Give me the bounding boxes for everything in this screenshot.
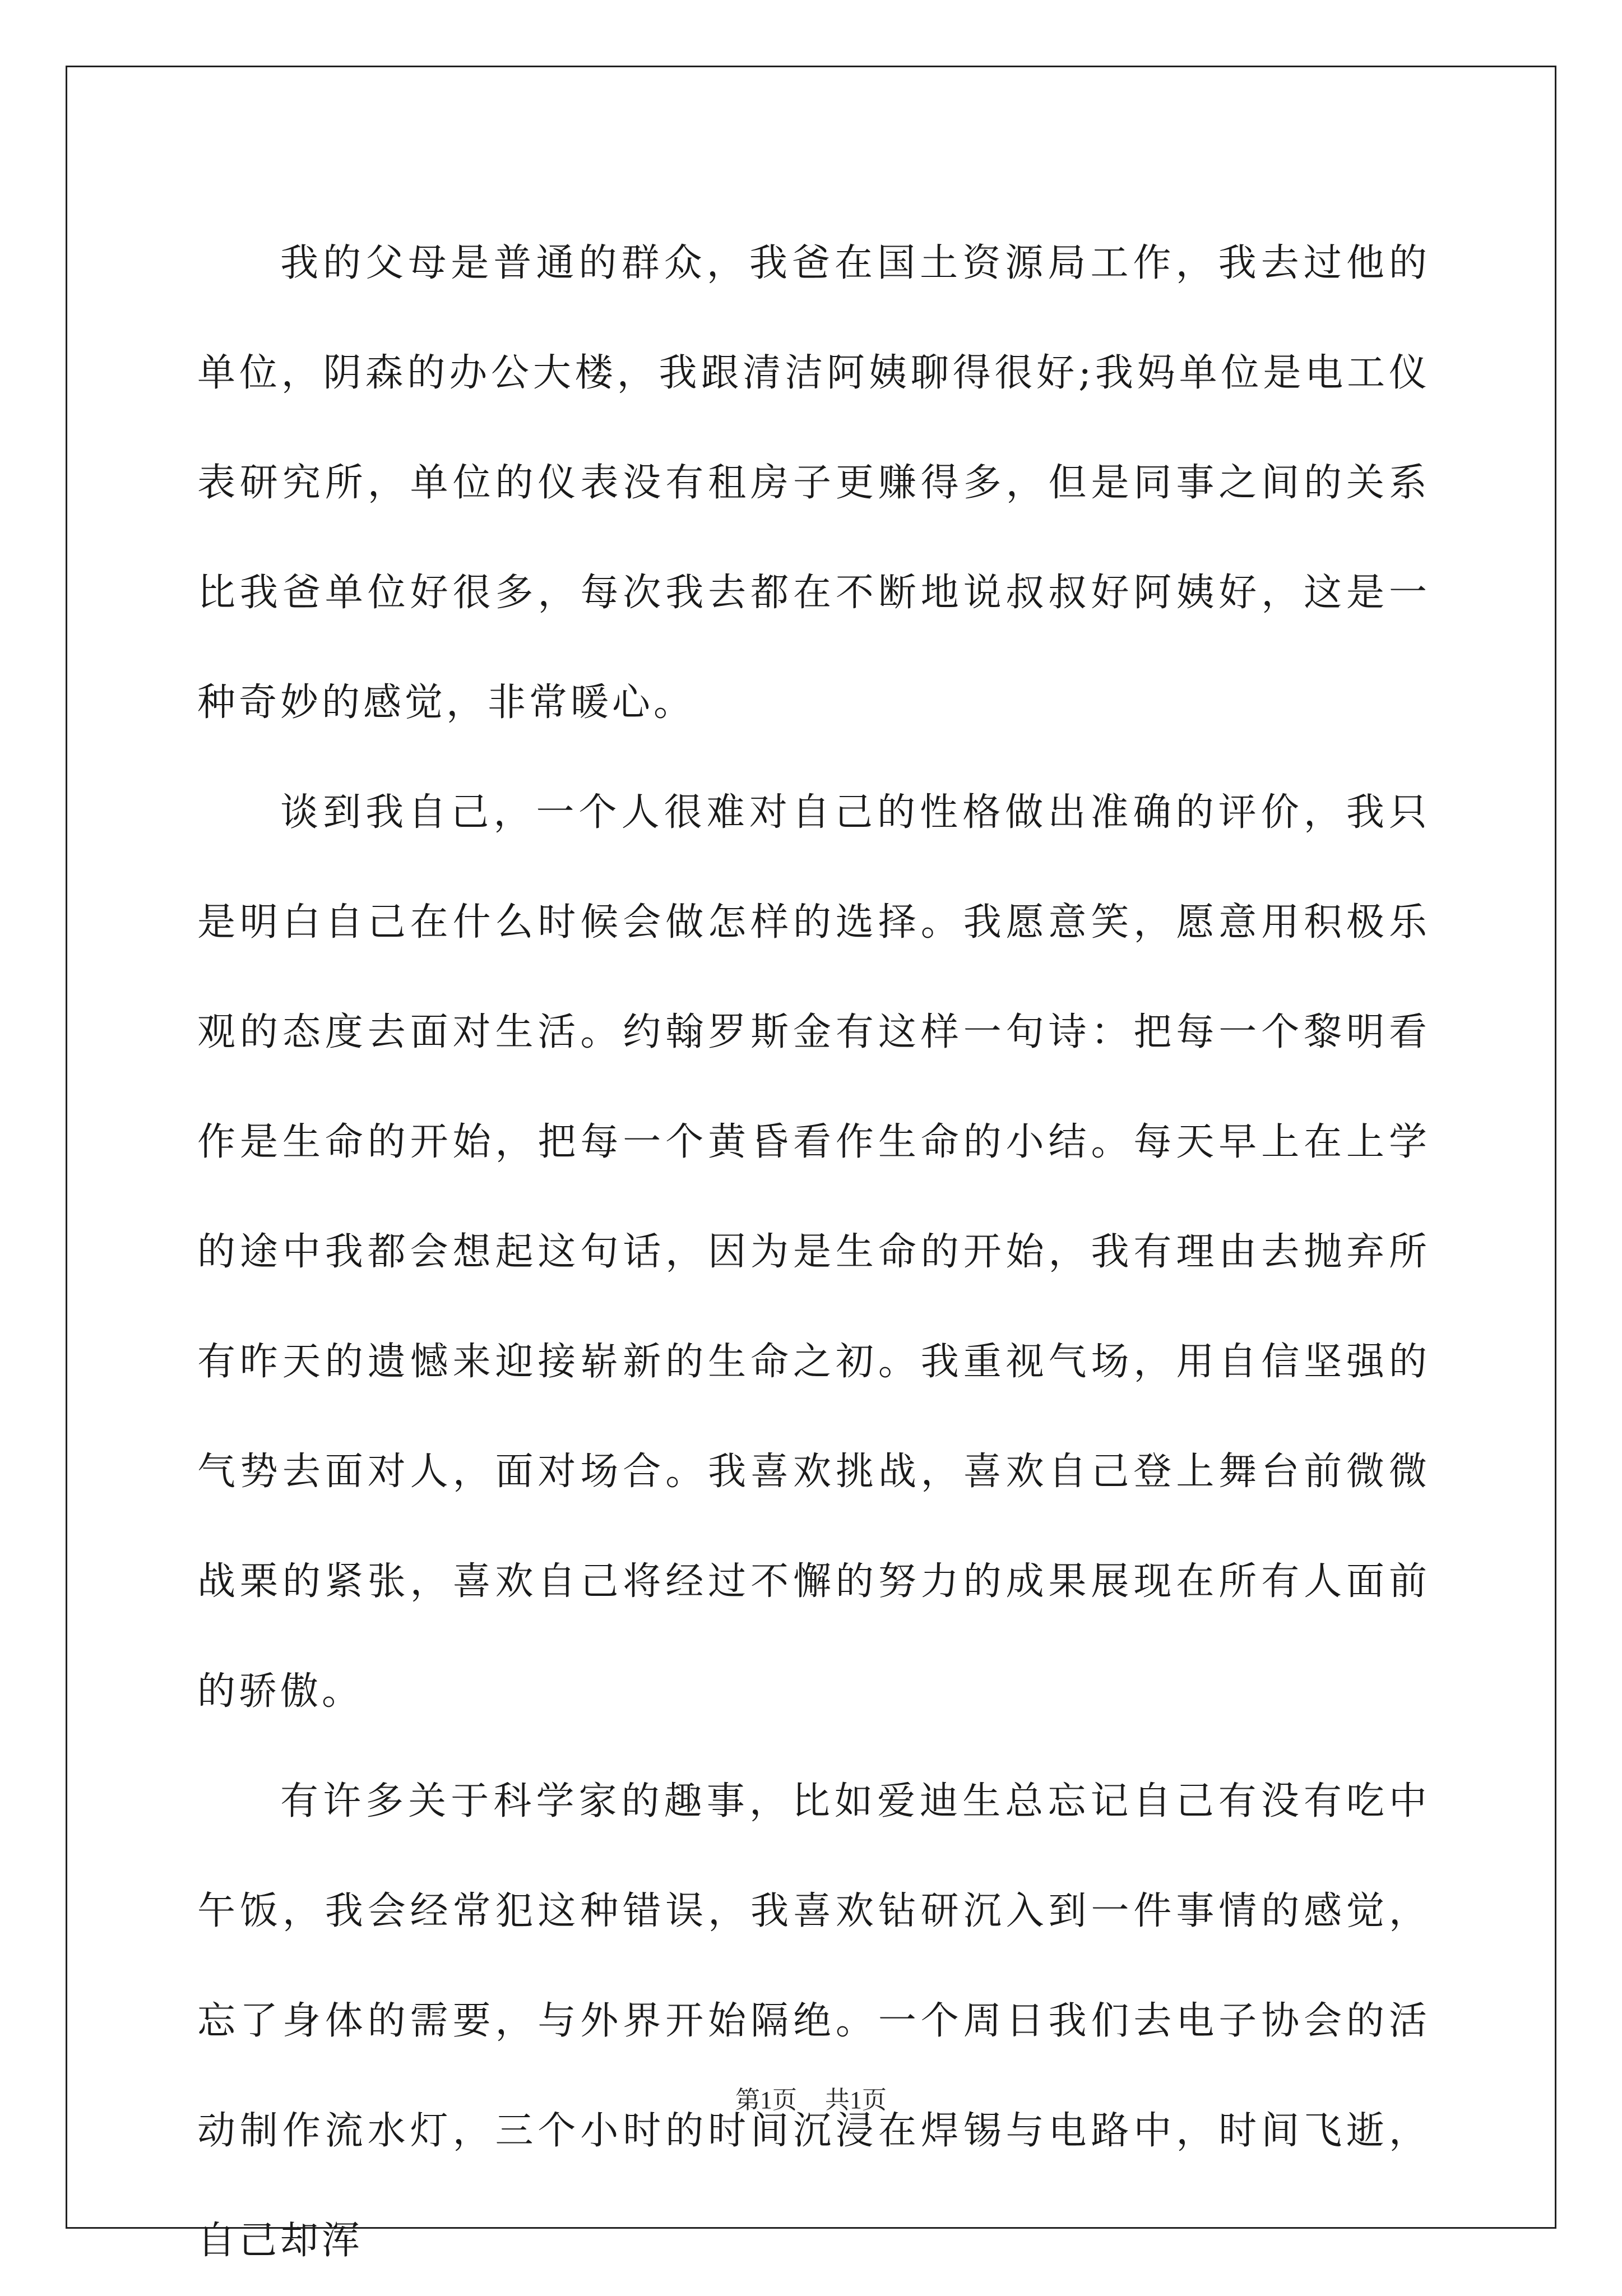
paragraph-parents: 我的父母是普通的群众，我爸在国土资源局工作，我去过他的单位，阴森的办公大楼，我跟清洁阿姨聊得很好;我妈单位是电工仪表研究所，单位的仪表没有租房子更赚得多，但是同事之间的关系比我爸单位好很多，每次我去都在不断地说叔叔好阿姨好，这是一种奇妙的感觉，非常暖心。 bbox=[197, 241, 1430, 725]
page-total: 共1页 bbox=[825, 2086, 887, 2114]
paragraph-self: 谈到我自己，一个人很难对自己的性格做出准确的评价，我只是明白自己在什么时候会做怎样的选择。我愿意笑，愿意用积极乐观的态度去面对生活。约翰罗斯金有这样一句诗：把每一个黎明看作是生命的开始，把每一个黄昏看作生命的小结。每天早上在上学的途中我都会想起这句话，因为是生命的开始，我有理由去抛弃所有昨天的遗憾来迎接崭新的生命之初。我重视气场，用自信坚强的气势去面对人，面对场合。我喜欢挑战，喜欢自己登上舞台前微微战栗的紧张，喜欢自己将经过不懈的努力的成果展现在所有人面前的骄傲。 bbox=[197, 790, 1430, 1714]
page-number: 第1页 bbox=[735, 2086, 797, 2114]
document-body bbox=[197, 209, 1430, 2296]
page-footer bbox=[0, 2080, 1622, 2116]
paragraph-science: 有许多关于科学家的趣事，比如爱迪生总忘记自己有没有吃中午饭，我会经常犯这种错误，我喜欢钻研沉入到一件事情的感觉，忘了身体的需要，与外界开始隔绝。一个周日我们去电子协会的活动制作流水灯，三个小时的时间沉浸在焊锡与电路中，时间飞逝，自己却浑 bbox=[197, 1779, 1430, 2263]
